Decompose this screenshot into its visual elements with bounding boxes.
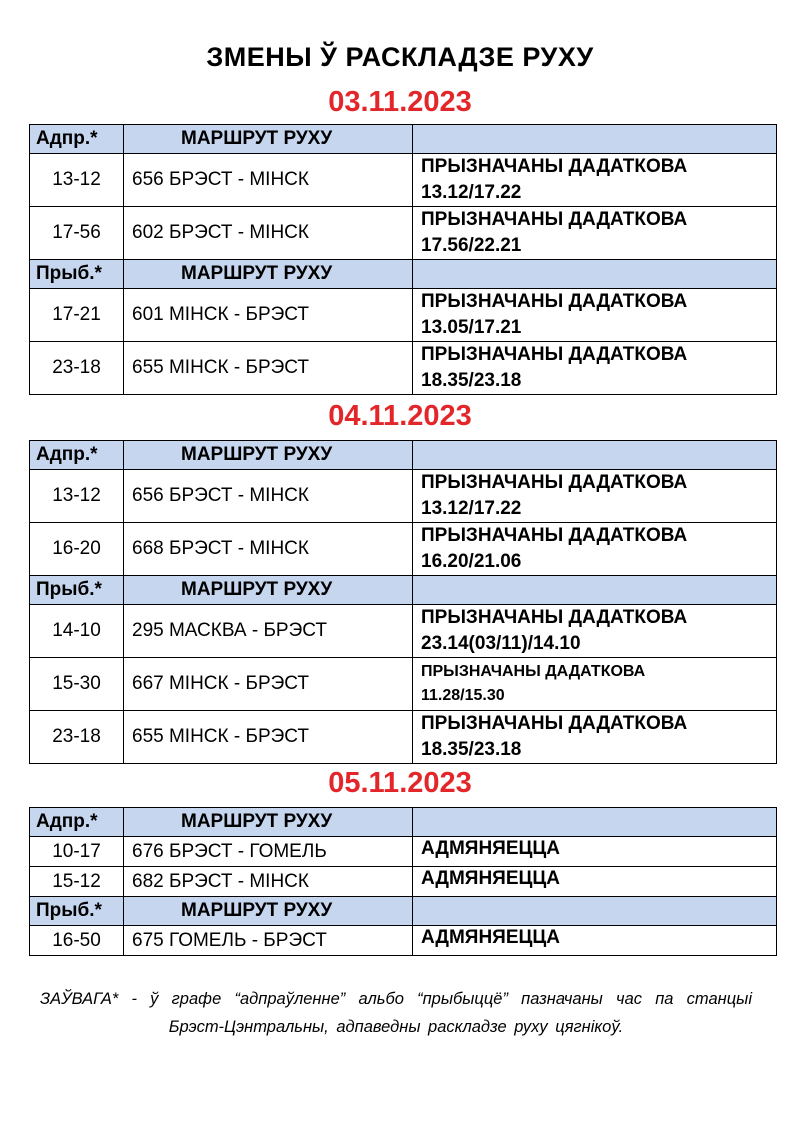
table-header-row (30, 260, 777, 289)
time-cell: 15-12 (30, 867, 124, 897)
table-row (30, 523, 777, 576)
route-cell: 601 МІНСК - БРЭСТ (124, 289, 413, 342)
status-text: ПРЫЗНАЧАНЫ ДАДАТКОВА (421, 472, 688, 493)
table-row (30, 207, 777, 260)
table-row (30, 837, 777, 867)
section-date: 05.11.2023 (328, 767, 472, 799)
route-cell: 682 БРЭСТ - МІНСК (124, 867, 413, 897)
route-header: МАРШРУТ РУХУ (124, 441, 413, 470)
route-cell: 655 МІНСК - БРЭСТ (124, 711, 413, 764)
table-row (30, 926, 777, 956)
status-times: 16.20/21.06 (421, 551, 522, 572)
status-times: 11.28/15.30 (421, 687, 505, 704)
schedule-table (29, 124, 777, 395)
table-row (30, 470, 777, 523)
route-header: МАРШРУТ РУХУ (124, 260, 413, 289)
status-text: ПРЫЗНАЧАНЫ ДАДАТКОВА (421, 209, 688, 230)
time-cell: 10-17 (30, 837, 124, 867)
time-cell: 17-56 (30, 207, 124, 260)
time-cell: 23-18 (30, 711, 124, 764)
status-cell (413, 605, 777, 658)
departure-header: Адпр.* (30, 441, 124, 470)
status-cell: АДМЯНЯЕЦЦА (413, 926, 777, 956)
table-header-row (30, 808, 777, 837)
arrival-header: Прыб.* (30, 260, 124, 289)
footnote: ЗАЎВАГА* - ў графе “адпраўленне” альбо “прыбыццё” пазначаны час па станцыі Брэст-Цэнтральны, адпаведны раскладзе руху цягнікоў. (40, 990, 752, 1036)
table-row (30, 711, 777, 764)
route-cell: 656 БРЭСТ - МІНСК (124, 470, 413, 523)
status-times: 18.35/23.18 (421, 370, 522, 391)
time-cell: 16-50 (30, 926, 124, 956)
status-text: ПРЫЗНАЧАНЫ ДАДАТКОВА (421, 663, 646, 680)
status-header (413, 125, 777, 154)
route-header: МАРШРУТ РУХУ (124, 125, 413, 154)
time-cell: 16-20 (30, 523, 124, 576)
time-cell: 17-21 (30, 289, 124, 342)
status-cell (413, 711, 777, 764)
route-header: МАРШРУТ РУХУ (124, 897, 413, 926)
schedule-table (29, 807, 777, 956)
arrival-header: Прыб.* (30, 576, 124, 605)
status-cell (413, 289, 777, 342)
route-header: МАРШРУТ РУХУ (124, 576, 413, 605)
status-cell (413, 523, 777, 576)
status-text: ПРЫЗНАЧАНЫ ДАДАТКОВА (421, 607, 688, 628)
status-times: 23.14(03/11)/14.10 (421, 633, 581, 654)
route-cell: 602 БРЭСТ - МІНСК (124, 207, 413, 260)
status-header (413, 441, 777, 470)
time-cell: 13-12 (30, 154, 124, 207)
status-cell (413, 154, 777, 207)
time-cell: 14-10 (30, 605, 124, 658)
section-date: 03.11.2023 (328, 86, 472, 118)
status-cell (413, 470, 777, 523)
status-header (413, 808, 777, 837)
table-row (30, 658, 777, 711)
arrival-header: Прыб.* (30, 897, 124, 926)
departure-header: Адпр.* (30, 808, 124, 837)
status-text: ПРЫЗНАЧАНЫ ДАДАТКОВА (421, 344, 688, 365)
page-title: ЗМЕНЫ Ў РАСКЛАДЗЕ РУХУ (206, 42, 594, 72)
status-times: 17.56/22.21 (421, 235, 522, 256)
table-row (30, 605, 777, 658)
route-cell: 655 МІНСК - БРЭСТ (124, 342, 413, 395)
status-times: 13.12/17.22 (421, 182, 522, 203)
table-header-row (30, 576, 777, 605)
status-header (413, 897, 777, 926)
status-header (413, 576, 777, 605)
status-header (413, 260, 777, 289)
status-cell: АДМЯНЯЕЦЦА (413, 837, 777, 867)
status-text: ПРЫЗНАЧАНЫ ДАДАТКОВА (421, 713, 688, 734)
route-cell: 676 БРЭСТ - ГОМЕЛЬ (124, 837, 413, 867)
status-text: ПРЫЗНАЧАНЫ ДАДАТКОВА (421, 291, 688, 312)
table-row (30, 289, 777, 342)
section-date: 04.11.2023 (328, 400, 472, 432)
status-text: ПРЫЗНАЧАНЫ ДАДАТКОВА (421, 156, 688, 177)
time-cell: 15-30 (30, 658, 124, 711)
status-text: ПРЫЗНАЧАНЫ ДАДАТКОВА (421, 525, 688, 546)
table-row (30, 154, 777, 207)
status-cell (413, 342, 777, 395)
status-times: 18.35/23.18 (421, 739, 522, 760)
departure-header: Адпр.* (30, 125, 124, 154)
time-cell: 13-12 (30, 470, 124, 523)
table-row (30, 342, 777, 395)
route-header: МАРШРУТ РУХУ (124, 808, 413, 837)
route-cell: 675 ГОМЕЛЬ - БРЭСТ (124, 926, 413, 956)
status-cell (413, 207, 777, 260)
status-times: 13.12/17.22 (421, 498, 522, 519)
table-row (30, 867, 777, 897)
time-cell: 23-18 (30, 342, 124, 395)
table-header-row (30, 897, 777, 926)
status-cell: АДМЯНЯЕЦЦА (413, 867, 777, 897)
status-cell (413, 658, 777, 711)
status-times: 13.05/17.21 (421, 317, 522, 338)
route-cell: 667 МІНСК - БРЭСТ (124, 658, 413, 711)
table-header-row (30, 125, 777, 154)
schedule-table (29, 440, 777, 764)
route-cell: 668 БРЭСТ - МІНСК (124, 523, 413, 576)
route-cell: 656 БРЭСТ - МІНСК (124, 154, 413, 207)
table-header-row (30, 441, 777, 470)
route-cell: 295 МАСКВА - БРЭСТ (124, 605, 413, 658)
